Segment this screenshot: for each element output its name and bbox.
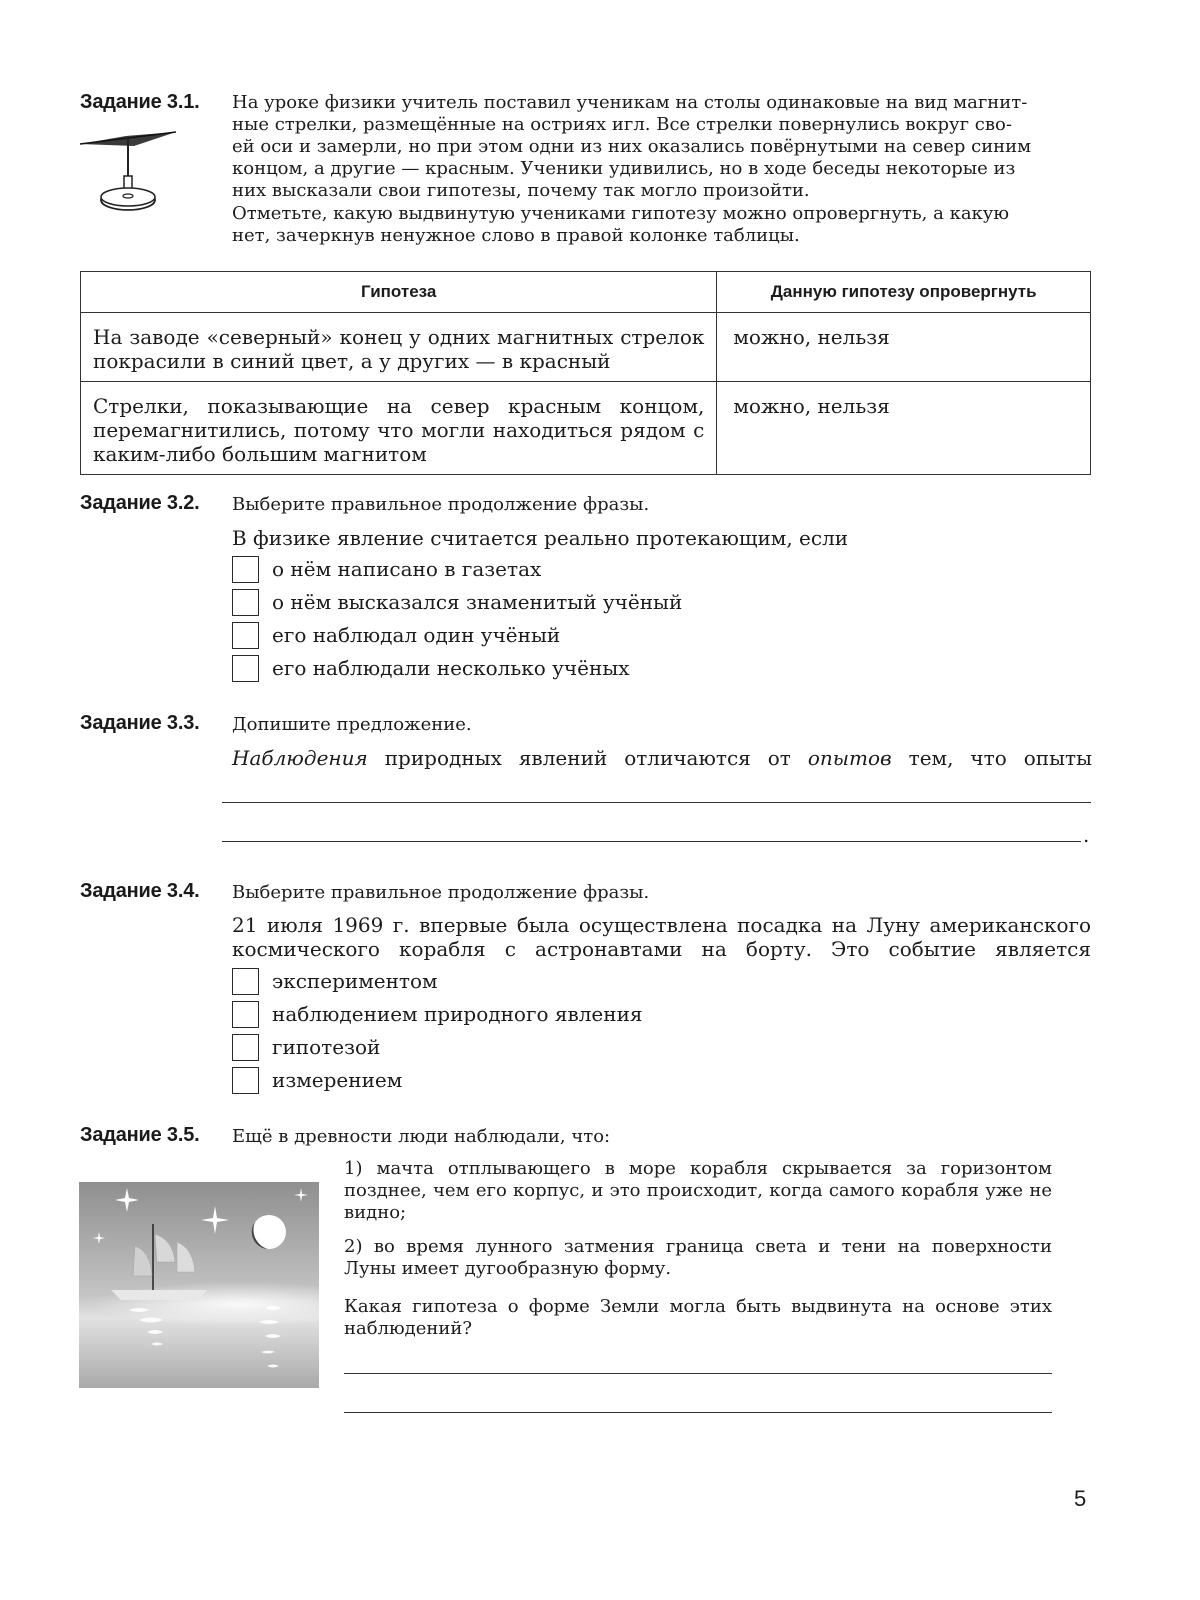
task-3-5-instruction: Ещё в древности люди наблюдали, что: [232, 1126, 611, 1147]
task-3-3-sentence [232, 746, 1092, 770]
task-3-5-observation-2: 2) во время лунного затмения граница света и тени на поверхности Луны имеет дугообразную форму. [344, 1236, 1052, 1279]
option-label: измерением [272, 1068, 403, 1092]
column-header-refute: Данную гипотезу опровергнуть [717, 272, 1091, 313]
page-number: 5 [1074, 1486, 1087, 1511]
table-row [81, 382, 1091, 475]
option-label: о нём написано в газетах [272, 557, 542, 581]
answer-line[interactable] [222, 841, 1081, 842]
option-label: гипотезой [272, 1035, 381, 1059]
answer-choice-cell[interactable]: можно, нельзя [717, 382, 1091, 475]
table-row [81, 313, 1091, 382]
option-label: его наблюдали несколько учёных [272, 656, 630, 680]
sentence-fragment: тем, что опыты [891, 746, 1092, 770]
checkbox[interactable] [232, 655, 259, 682]
checkbox[interactable] [232, 1034, 259, 1061]
task-3-1-text-line: концом, а другие — красным. Ученики удивились, но в ходе беседы некоторые из [232, 158, 1016, 179]
task-3-1-text-line: На уроке физики учитель поставил ученикам на столы одинаковые на вид магнит- [232, 92, 1028, 113]
task-3-2-label: Задание 3.2. [80, 492, 200, 514]
option-label: экспериментом [272, 969, 438, 993]
answer-line[interactable] [344, 1412, 1052, 1413]
column-header-hypothesis: Гипотеза [81, 272, 717, 313]
option-label: наблюдением природного явления [272, 1002, 643, 1026]
answer-line[interactable] [222, 802, 1091, 803]
task-3-1-text-line: Отметьте, какую выдвинутую учениками гипотезу можно опровергнуть, а какую [232, 203, 1010, 224]
table-header-row [81, 272, 1091, 313]
task-3-5-label: Задание 3.5. [80, 1124, 200, 1146]
option-label: о нём высказался знаменитый учёный [272, 590, 683, 614]
hypothesis-cell: На заводе «северный» конец у одних магнитных стрелок покрасили в синий цвет, а у других — в красный [81, 313, 717, 382]
task-3-3-label: Задание 3.3. [80, 712, 200, 734]
task-3-4-instruction: Выберите правильное продолжение фразы. [232, 882, 650, 903]
end-period: . [1083, 823, 1090, 847]
magnetic-needle-illustration [78, 128, 178, 218]
task-3-1-label: Задание 3.1. [80, 91, 200, 113]
checkbox[interactable] [232, 1067, 259, 1094]
checkbox[interactable] [232, 589, 259, 616]
task-3-1-text-line: них высказали свои гипотезы, почему так могло произойти. [232, 180, 810, 201]
task-3-3-instruction: Допишите предложение. [232, 714, 472, 735]
answer-line[interactable] [344, 1373, 1052, 1374]
task-3-1-text-line: ные стрелки, размещённые на остриях игл. Все стрелки повернулись вокруг сво- [232, 114, 1012, 135]
term-observations: Наблюдения [232, 746, 368, 770]
task-3-1-text-line: ей оси и замерли, но при этом одни из них оказались повёрнутыми на север синим [232, 136, 1032, 157]
sentence-fragment: природных явлений отличаются от [367, 746, 808, 770]
task-3-4-label: Задание 3.4. [80, 880, 200, 902]
answer-choice-cell[interactable]: можно, нельзя [717, 313, 1091, 382]
task-3-5-question: Какая гипотеза о форме Земли могла быть выдвинута на основе этих наблюдений? [344, 1296, 1052, 1339]
task-3-4-question: 21 июля 1969 г. впервые была осуществлена посадка на Луну американского космического корабля с астронавтами на борту. Это событие является [232, 913, 1091, 961]
task-3-2-question: В физике явление считается реально протекающим, если [232, 526, 849, 550]
hypothesis-table [80, 271, 1091, 475]
task-3-1-text-line: нет, зачеркнув ненужное слово в правой колонке таблицы. [232, 225, 800, 246]
checkbox[interactable] [232, 968, 259, 995]
hypothesis-cell: Стрелки, показывающие на север красным концом, перемагнитились, потому что могли находиться рядом с каким-либо большим магнитом [81, 382, 717, 475]
checkbox[interactable] [232, 622, 259, 649]
term-experiments: опытов [807, 746, 892, 770]
task-3-5-observation-1: 1) мачта отплывающего в море корабля скрывается за горизонтом позднее, чем его корпус, и это происходит, когда самого корабля уже не видно; [344, 1158, 1052, 1223]
task-3-2-instruction: Выберите правильное продолжение фразы. [232, 494, 650, 515]
checkbox[interactable] [232, 1001, 259, 1028]
ship-moon-illustration [79, 1182, 319, 1388]
option-label: его наблюдал один учёный [272, 623, 561, 647]
checkbox[interactable] [232, 556, 259, 583]
